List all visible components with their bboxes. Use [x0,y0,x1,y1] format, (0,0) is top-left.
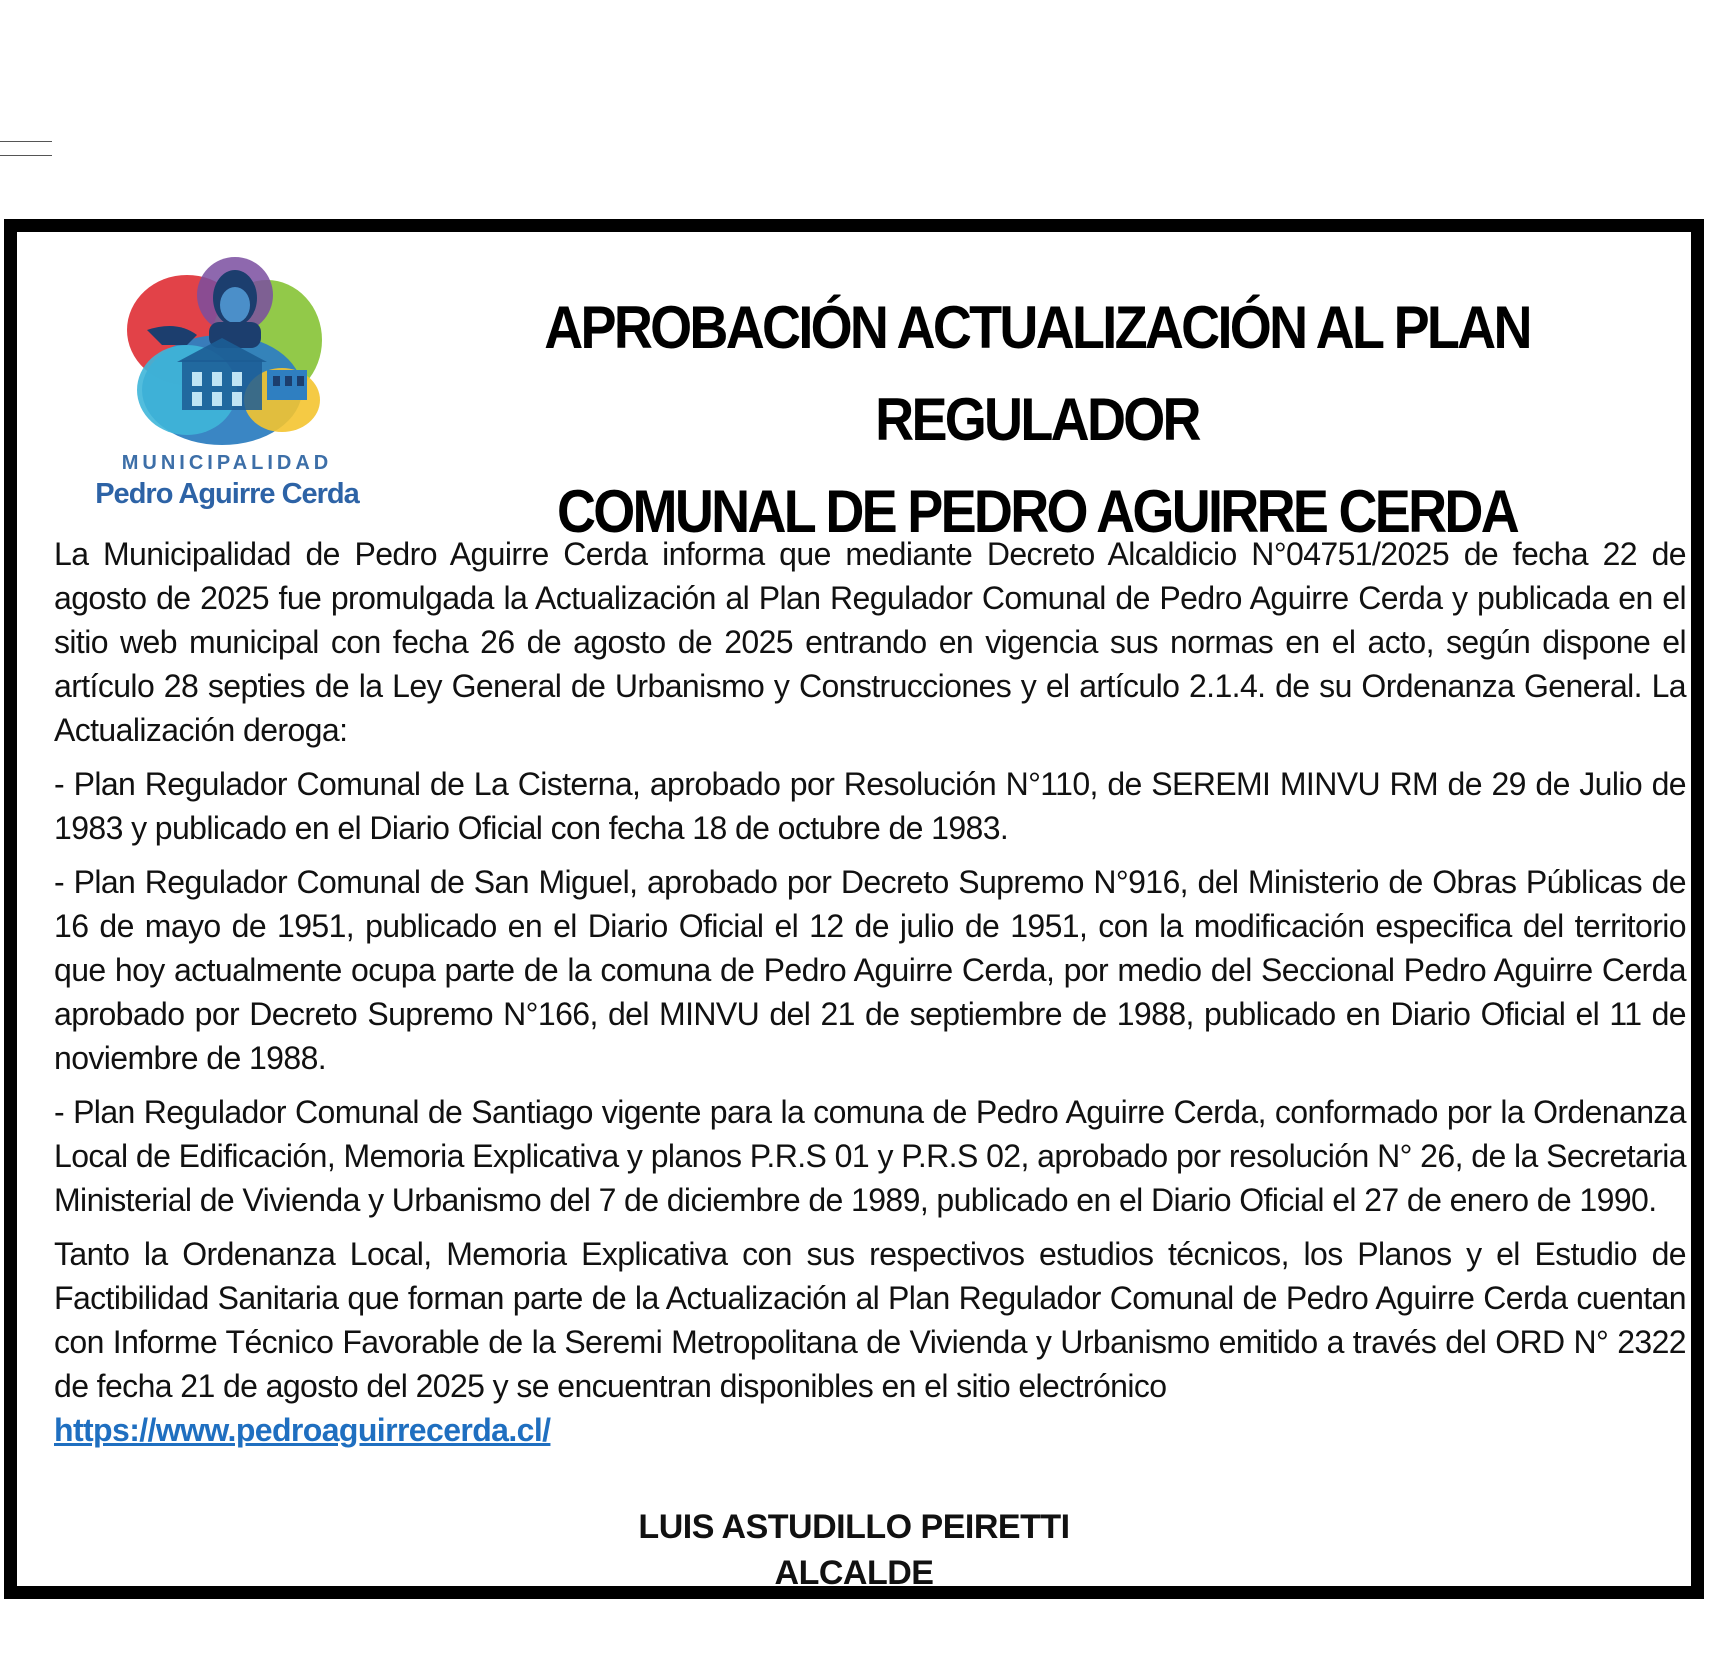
derogation-item-2: - Plan Regulador Comunal de San Miguel, aprobado por Decreto Supremo N°916, del Ministerio de Obras Públicas de 16 de mayo de 1951, publicado en el Diario Oficial el 12 de julio de 1951, con la modificación especifica del territorio que hoy actualmente ocupa parte de la comuna de Pedro Aguirre Cerda, por medio del Seccional Pedro Aguirre Cerda aprobado por Decreto Supremo N°166, del MINVU del 21 de septiembre de 1988, publicado en Diario Oficial el 11 de noviembre de 1988. [54,864,1686,1076]
municipality-emblem-icon [117,250,337,450]
signature-block [17,1504,1691,1596]
closing-paragraph [54,1232,1686,1452]
title-line-2: COMUNAL DE PEDRO AGUIRRE CERDA [556,478,1518,545]
signer-name: LUIS ASTUDILLO PEIRETTI [638,1508,1070,1546]
corner-rule-bottom [0,155,52,156]
closing-text: Tanto la Ordenanza Local, Memoria Explicativa con sus respectivos estudios técnicos, los Planos y el Estudio de Factibilidad Sanitaria que forman parte de la Actualización al Plan Regulador Comunal de Pedro Aguirre Cerda cuentan con Informe Técnico Favorable de la Seremi Metropolitana de Vivienda y Urbanismo emitido a través del ORD N° 2322 de fecha 21 de agosto del 2025 y se encuentran disponibles en el sitio electrónico [54,1236,1686,1404]
logo-subtitle: MUNICIPALIDAD [121,452,333,474]
corner-rule-top [0,141,52,142]
municipality-logo [77,250,377,510]
notice-frame [4,219,1704,1599]
derogation-item-1: - Plan Regulador Comunal de La Cisterna, aprobado por Resolución N°110, de SEREMI MINVU RM de 29 de Julio de 1983 y publicado en el Diario Oficial con fecha 18 de octubre de 1983. [54,766,1686,846]
website-link[interactable]: https://www.pedroaguirrecerda.cl/ [54,1412,551,1448]
title-line-1: APROBACIÓN ACTUALIZACIÓN AL PLAN REGULADOR [544,294,1530,453]
notice-body [54,532,1686,1462]
signer-role: ALCALDE [774,1554,934,1592]
derogation-item-3: - Plan Regulador Comunal de Santiago vigente para la comuna de Pedro Aguirre Cerda, conformado por la Ordenanza Local de Edificación, Memoria Explicativa y planos P.R.S 01 y P.R.S 02, aprobado por resolución N° 26, de la Secretaria Ministerial de Vivienda y Urbanismo del 7 de diciembre de 1989, publicado en el Diario Oficial el 27 de enero de 1990. [54,1094,1686,1218]
notice-title [497,282,1577,558]
intro-paragraph: La Municipalidad de Pedro Aguirre Cerda informa que mediante Decreto Alcaldicio N°04751/2025 de fecha 22 de agosto de 2025 fue promulgada la Actualización al Plan Regulador Comunal de Pedro Aguirre Cerda y publicada en el sitio web municipal con fecha 26 de agosto de 2025 entrando en vigencia sus normas en el acto, según dispone el artículo 28 septies de la Ley General de Urbanismo y Construcciones y el artículo 2.1.4. de su Ordenanza General. La Actualización deroga: [54,536,1686,748]
logo-name: Pedro Aguirre Cerda [95,478,359,510]
